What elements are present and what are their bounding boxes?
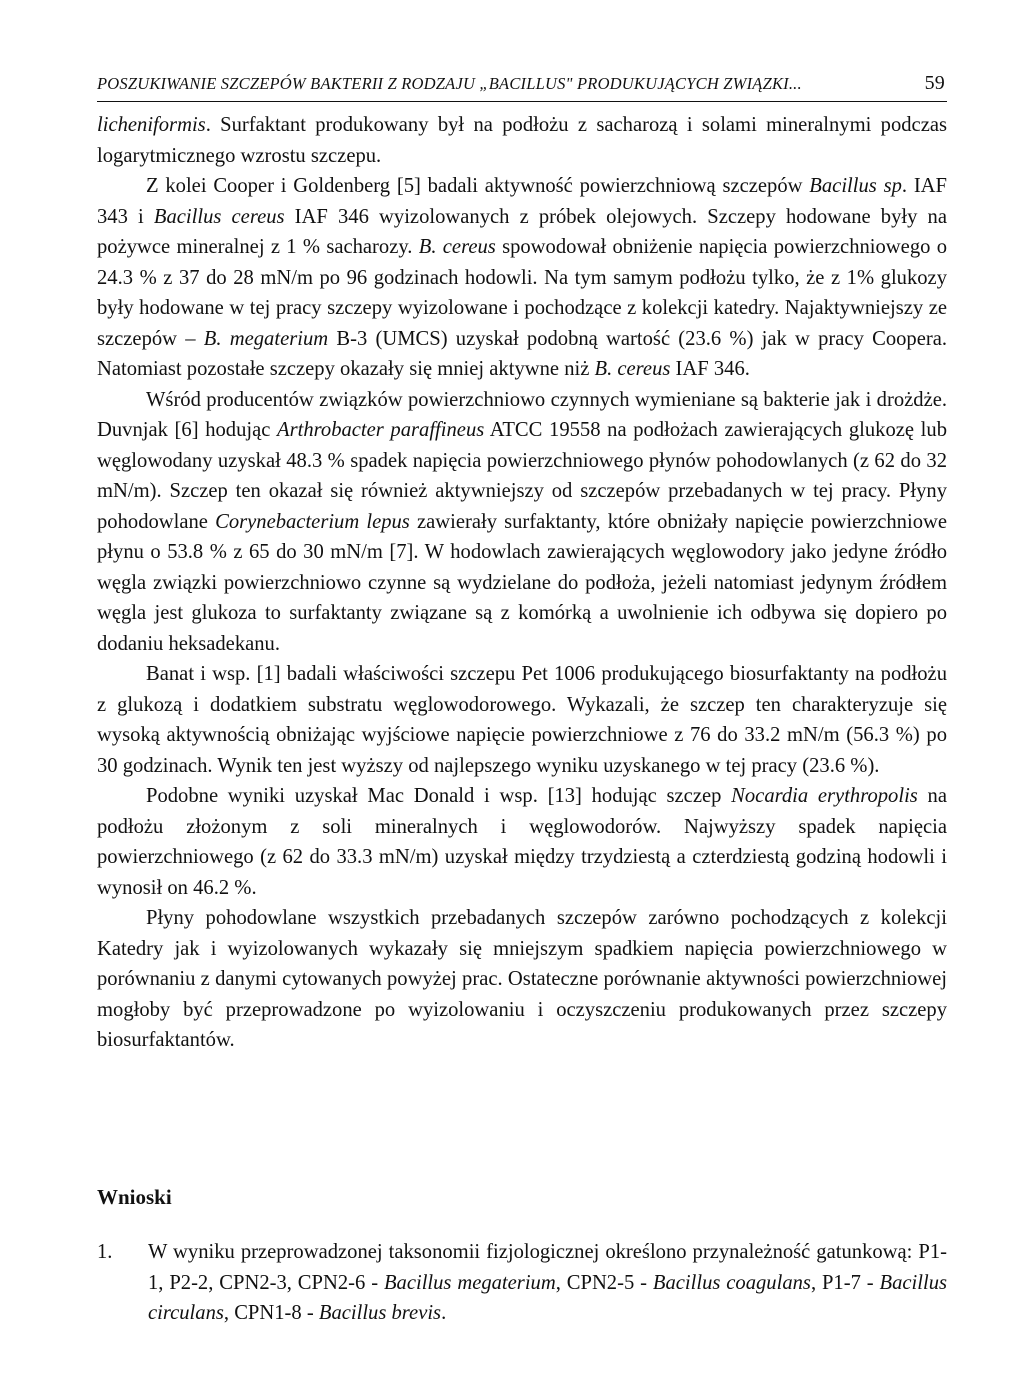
italic-term: Bacillus coagulans [652, 1271, 811, 1294]
text-run: Wśród producentów związków powierzchniowo czynnych wymieniane są bakterie jak i drożdże. Duvnjak [6] hodując [97, 388, 947, 441]
paragraph [97, 903, 947, 1056]
text-run: . Surfaktant produkowany był na podłożu z sacharozą i solami mineralnymi podczas logarytmicznego wzrostu szczepu. [97, 114, 947, 167]
italic-term: B. cereus [418, 236, 496, 258]
italic-term: Bacillus sp [809, 175, 902, 197]
paragraph [97, 385, 947, 660]
running-header [97, 71, 947, 102]
text-run: zawierały surfaktanty, które obniżały napięcie powierzchniowe płynu o 53.8 % z 65 do 30 mN/m [7]. W hodowlach zawierających węglowodory jako jedyne źródło węgla związki powierzchniowo czynne są wydzielane do podłoża, jeżeli natomiast jedynym źródłem węgla jest glukoza to surfaktanty związane są z komórką a uwolnienie ich odbywa się dopiero po dodaniu heksadekanu. [97, 510, 948, 655]
italic-term: Nocardia erythropolis [731, 785, 918, 807]
paragraph [97, 781, 947, 903]
italic-term: Bacillus circulans [148, 1271, 948, 1324]
italic-term: B. cereus [594, 358, 671, 380]
page-number: 59 [924, 72, 945, 94]
italic-term: B. megaterium [203, 327, 329, 350]
italic-term: Corynebacterium lepus [215, 510, 410, 533]
italic-term: Bacillus brevis [318, 1302, 442, 1324]
section-heading: Wnioski [97, 1185, 172, 1209]
text-run: , CPN1-8 - [223, 1302, 319, 1324]
text-run: spowodował obniżenie napięcia powierzchniowego o 24.3 % z 37 do 28 mN/m po 96 godzinach hodowli. Na tym samym podłożu tylko, że z 1% glukozy były hodowane w tej pracy szczepy wyizolowane i pochodzące z kolekcji katedry. Najaktywniejszy ze szczepów – [97, 236, 948, 350]
italic-term: Bacillus cereus [153, 205, 285, 228]
body-text [97, 110, 947, 1056]
paragraph [97, 110, 947, 171]
text-run: IAF 346 wyizolowanych z próbek olejowych. Szczepy hodowane były na pożywce mineralnej z 1 % sacharozy. [97, 205, 947, 258]
text-run: Podobne wyniki uzyskał Mac Donald i wsp. [13] hodując szczep [146, 785, 732, 807]
text-run: . [441, 1302, 447, 1324]
italic-term: Bacillus megaterium [383, 1271, 556, 1294]
text-run: Płyny pohodowlane wszystkich przebadanych szczepów zarówno pochodzących z kolekcji Katedry jak i wyizolowanych wykazały się mniejszym spadkiem napięcia powierzchniowego w porównaniu z danymi cytowanych powyżej prac. Ostateczne porównanie aktywności powierzchniowej mogłoby być przeprowadzone po wyizolowaniu i oczyszczeniu produkowanych przez szczepy biosurfaktantów. [97, 907, 947, 1051]
text-run: na podłożu złożonym z soli mineralnych i węglowodorów. Najwyższy spadek napięcia powierzchniowego (z 62 do 33.3 mN/m) uzyskał między trzydziestą a czterdziestą godziną hodowli i wynosił on 46.2 %. [97, 785, 947, 899]
list-item-text [148, 1241, 947, 1324]
italic-term: Arthrobacter paraffineus [277, 419, 485, 441]
text-run: , CPN2-5 - [555, 1271, 653, 1294]
text-run: Z kolei Cooper i Goldenberg [5] badali aktywność powierzchniową szczepów [146, 175, 810, 197]
text-run: Banat i wsp. [1] badali właściwości szczepu Pet 1006 produkującego biosurfaktanty na podłożu z glukozą i dodatkiem substratu węglowodorowego. Wykazali, że szczep ten charakteryzuje się wysoką aktywnością obniżając wyjściowe napięcie powierzchniowe z 76 do 33.2 mN/m (56.3 %) po 30 godzinach. Wynik ten jest wyższy od najlepszego wyniku uzyskanego w tej pracy (23.6 %). [97, 663, 947, 777]
running-title: POSZUKIWANIE SZCZEPÓW BAKTERII Z RODZAJU „BACILLUS" PRODUKUJĄCYCH ZWIĄZKI... [97, 74, 802, 93]
italic-term: licheniformis [97, 114, 206, 136]
text-run: , P1-7 - [810, 1271, 880, 1294]
text-run: ATCC 19558 na podłożach zawierających glukozę lub węglowodany uzyskał 48.3 % spadek napięcia powierzchniowego płynów pohodowlanych (z 62 do 32 mN/m). Szczep ten okazał się również aktywniejszy od szczepów przebadanych w tej pracy. Płyny pohodowlane [97, 419, 947, 533]
text-run: . IAF 343 i [97, 175, 948, 228]
text-run: IAF 346. [670, 358, 750, 380]
document-page [97, 0, 947, 1387]
conclusions-list [97, 1237, 947, 1329]
list-item-number: 1. [97, 1241, 113, 1263]
paragraph [97, 171, 947, 385]
paragraph [97, 659, 947, 781]
list-item [97, 1237, 947, 1329]
text-run: B-3 (UMCS) uzyskał podobną wartość (23.6 %) jak w pracy Coopera. Natomiast pozostałe szczepy okazały się mniej aktywne niż [97, 327, 948, 380]
text-run: W wyniku przeprowadzonej taksonomii fizjologicznej określono przynależność gatunkową: P1-1, P2-2, CPN2-3, CPN2-6 - [148, 1241, 947, 1294]
